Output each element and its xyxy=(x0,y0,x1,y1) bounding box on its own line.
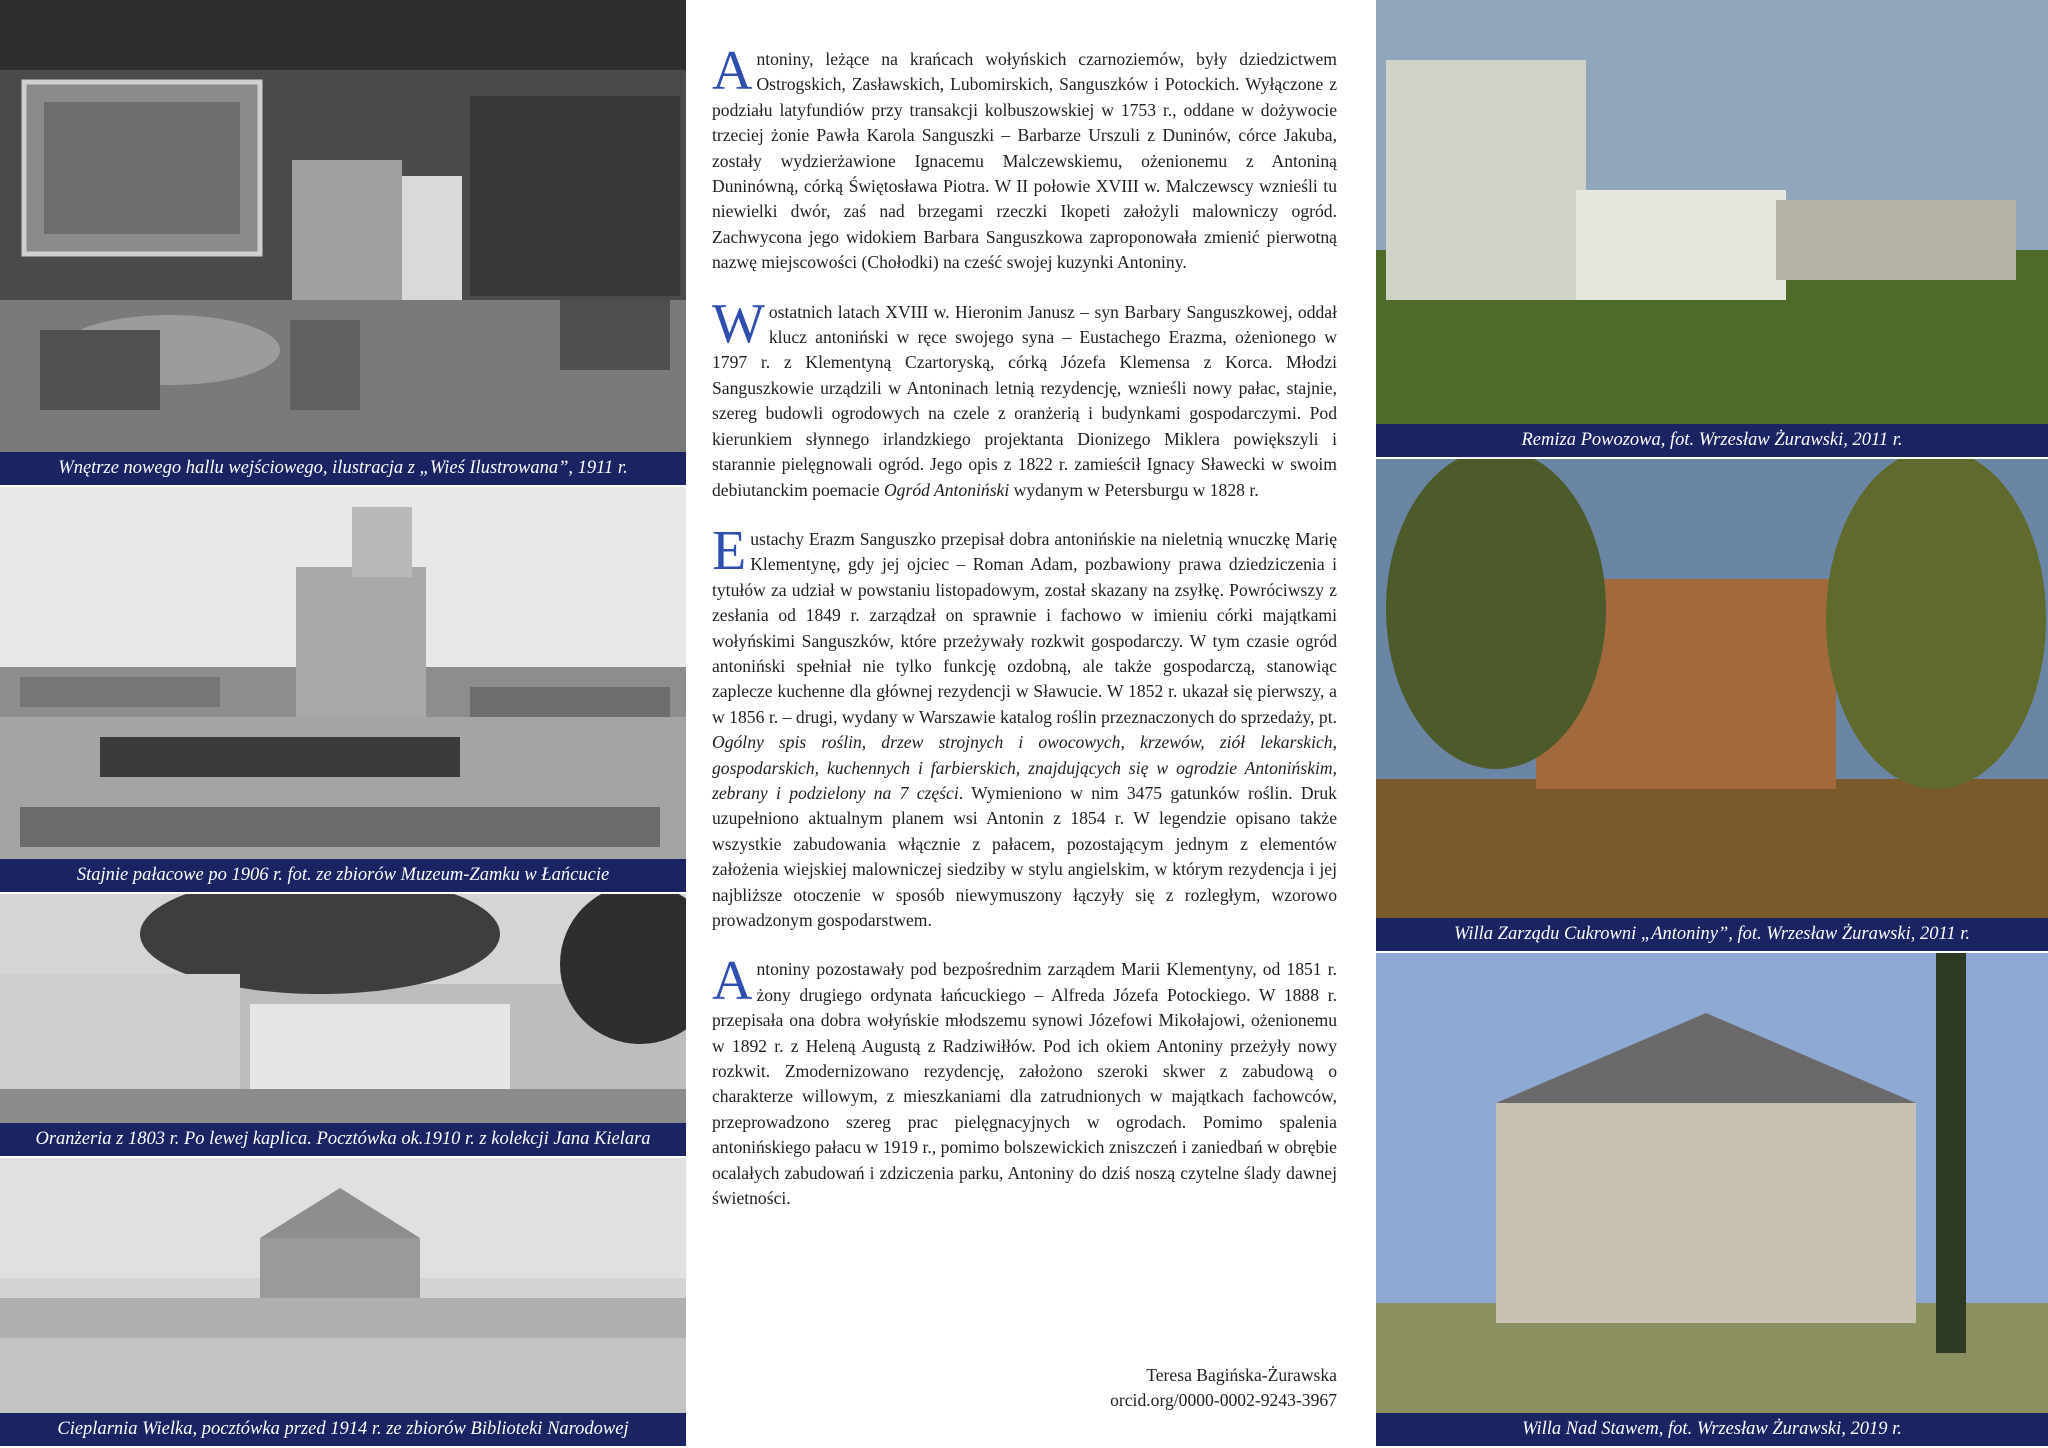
photo-greenhouse xyxy=(0,1158,686,1413)
right-photo-column xyxy=(1376,0,2048,1448)
author-name: Teresa Bagińska-Żurawska xyxy=(1146,1365,1337,1385)
left-photo-column xyxy=(0,0,686,1448)
drop-cap: A xyxy=(712,40,753,102)
photo-carriage-house xyxy=(1376,0,2048,424)
paragraph-3: Eustachy Erazm Sanguszko przepisał dobra antonińskie na nieletnią wnuczkę Marię Klementynę, gdy jej ojciec – Roman Adam, pozbawiony prawa dziedziczenia i tytułów za udział w powstaniu listopadowym, został skazany na zsyłkę. Powróciwszy z zesłania od 1849 r. zarządzał on sprawnie i fachowo w imieniu córki majątkami wołyńskimi Sanguszków, które przeżywały rozkwit gospodarczy. W tym czasie ogród antoniński spełniał nie tylko funkcję ozdobną, ale także gospodarczą, stanowiąc zaplecze kuchenne dla głównej rezydencji w Sławucie. W 1852 r. ukazał się pierwszy, a w 1856 r. – drugi, wydany w Warszawie katalog roślin przeznaczonych do sprzedaży, pt. Ogólny spis roślin, drzew strojnych i owocowych, krzewów, ziół lekarskich, gospodarskich, kuchennych i farbierskich, znajdujących się w ogrodzie Antonińskim, zebrany i podzielony na 7 części. Wymieniono w nim 3475 gatunków roślin. Druk uzupełniono aktualnym planem wsi Antonin z 1854 r. W legendzie opisano także wszystkie zabudowania włącznie z pałacem, pozostającym jednym z elementów założenia wiejskiej malowniczej siedziby w stylu angielskim, w którym rezydencja i jej najbliższe otoczenie w sposób niewymuszony łączyły się z rozległym, wzorowo prowadzonym gospodarstwem. xyxy=(712,519,1337,930)
photo-caption: Wnętrze nowego hallu wejściowego, ilustracja z „Wieś Ilustrowana”, 1911 r. xyxy=(0,452,686,485)
photo-hall-interior xyxy=(0,0,686,452)
photo-panel-carriage-house xyxy=(1376,0,2048,459)
photo-panel-stables xyxy=(0,487,686,894)
paragraph-4: Antoniny pozostawały pod bezpośrednim zarządem Marii Klementyny, od 1851 r. żony drugiego ordynata łańcuckiego – Alfreda Józefa Potockiego. W 1888 r. przepisała ona dobra wołyńskie młodszemu synowi Józefowi Mikołajowi, ożenionemu w 1892 r. z Heleną Augustą z Radziwiłłów. Pod ich okiem Antoniny przeżyły nowy rozkwit. Zmodernizowano rezydencję, założono szeroki skwer z zabudową o charakterze willowym, z mieszkaniami dla zatrudnionych w majątkach fachowców, przeprowadzono szereg prac pielęgnacyjnych w ogrodach. Pomimo spalenia antonińskiego pałacu w 1919 r., pomimo bolszewickich zniszczeń i zaniedbań w obrębie ocalałych zabudowań i zdziczenia parku, Antoniny do dziś noszą czytelne ślady dawnej świetności. xyxy=(712,950,1337,1209)
photo-villa-sugar-factory xyxy=(1376,459,2048,918)
photo-panel-orangery xyxy=(0,894,686,1158)
photo-panel-villa-sugar xyxy=(1376,459,2048,953)
article-body xyxy=(712,40,1337,1235)
photo-caption: Willa Nad Stawem, fot. Wrzesław Żurawski, 2019 r. xyxy=(1376,1413,2048,1446)
drop-cap: A xyxy=(712,950,753,1013)
photo-caption: Stajnie pałacowe po 1906 r. fot. ze zbiorów Muzeum-Zamku w Łańcucie xyxy=(0,859,686,892)
photo-panel-hall xyxy=(0,0,686,487)
paragraph-1: Antoniny, leżące na krańcach wołyńskich czarnoziemów, były dziedzictwem Ostrogskich, Zasławskich, Lubomirskich, Sanguszków i Potockich. Wyłączone z podziału latyfundiów przy transakcji kolbuszowskiej w 1753 r., oddane w dożywocie trzeciej żonie Pawła Karola Sanguszki – Barbarze Urszuli z Duninów, córce Jakuba, zostały wydzierżawione Ignacemu Malczewskiemu, ożenionemu z Antoniną Duninówną, córką Świętosława Piotra. W II połowie XVIII w. Malczewscy wznieśli tu niewielki dwór, zaś nad brzegami rzeczki Ikopeti założyli malowniczy ogród. Zachwycona jego widokiem Barbara Sanguszkowa zaproponowała zmienić pierwotną nazwę miejscowości (Chołodki) na cześć swojej kuzynki Antoniny. xyxy=(712,40,1337,273)
drop-cap: W xyxy=(712,292,765,355)
photo-panel-greenhouse xyxy=(0,1158,686,1448)
orcid-link[interactable]: orcid.org/0000-0002-9243-3967 xyxy=(1110,1390,1337,1411)
photo-caption: Cieplarnia Wielka, pocztówka przed 1914 r. ze zbiorów Biblioteki Narodowej xyxy=(0,1413,686,1446)
drop-cap: E xyxy=(712,519,747,582)
photo-panel-villa-pond xyxy=(1376,953,2048,1448)
photo-caption: Oranżeria z 1803 r. Po lewej kaplica. Pocztówka ok.1910 r. z kolekcji Jana Kielara xyxy=(0,1123,686,1156)
photo-caption: Willa Zarządu Cukrowni „Antoniny”, fot. Wrzesław Żurawski, 2011 r. xyxy=(1376,918,2048,951)
photo-villa-by-pond xyxy=(1376,953,2048,1413)
photo-orangery xyxy=(0,894,686,1123)
signature-block xyxy=(712,1363,1337,1414)
photo-stables xyxy=(0,487,686,859)
paragraph-2: W ostatnich latach XVIII w. Hieronim Janusz – syn Barbary Sanguszkowej, oddał klucz antoniński w ręce swojego syna – Eustachego Erazma, ożenionego w 1797 r. z Klementyną Czartoryską, córką Józefa Klemensa z Korca. Młodzi Sanguszkowie urządzili w Antoninach letnią rezydencję, wznieśli nowy pałac, stajnie, szereg budowli ogrodowych na czele z oranżerią i budynkami gospodarczymi. Pod kierunkiem słynnego irlandzkiego projektanta Dionizego Miklera powiększyli i starannie pielęgnowali ogród. Jego opis z 1822 r. zamieścił Ignacy Sławecki w swoim debiutanckim poemacie Ogród Antoniński wydanym w Petersburgu w 1828 r. xyxy=(712,292,1337,500)
photo-caption: Remiza Powozowa, fot. Wrzesław Żurawski, 2011 r. xyxy=(1376,424,2048,457)
